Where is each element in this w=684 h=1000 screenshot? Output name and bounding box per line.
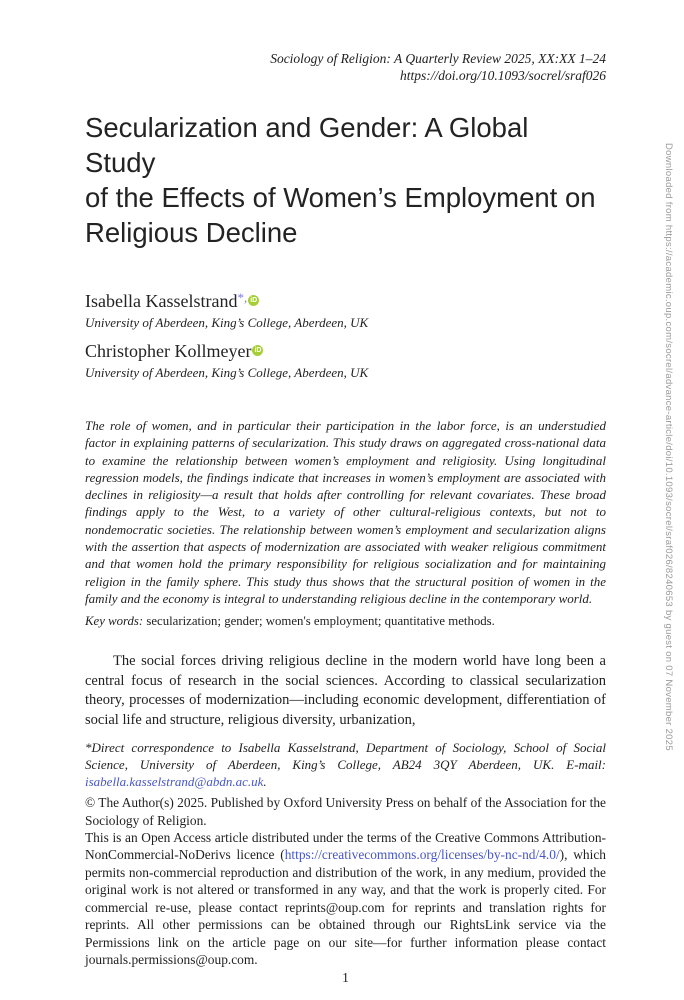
author-entry xyxy=(85,290,606,331)
footnote-text: *Direct correspondence to Isabella Kasselstrand, Department of Sociology, School of Social Science, University of Aberdeen, King’s College, AB24 3QY Aberdeen, UK. E-mail: xyxy=(85,739,606,772)
orcid-icon[interactable]: iD xyxy=(254,347,262,354)
journal-citation: Sociology of Religion: A Quarterly Review 2025, XX:XX 1–24 xyxy=(270,51,606,66)
footnote-period: . xyxy=(263,774,267,790)
download-watermark: Downloaded from https://academic.oup.com/socrel/advance-article/doi/10.1093/socrel/sraf026/8240653 by guest on 07 November 2025 xyxy=(663,143,674,751)
author-affiliation: University of Aberdeen, King’s College, Aberdeen, UK xyxy=(85,315,369,330)
article-title xyxy=(85,110,606,250)
orcid-icon[interactable]: iD xyxy=(250,297,258,304)
body-paragraph: The social forces driving religious decline in the modern world have long been a central focus of research in the social sciences. According to classical secularization theory, processes of modernization—including economic development, differentiation of social life and structure, religious diversity, urbanization, xyxy=(85,653,606,729)
journal-header xyxy=(85,50,606,84)
title-line-1: Secularization and Gender: A Global Study xyxy=(85,112,529,178)
author-name: Isabella Kasselstrand xyxy=(85,291,238,311)
license-text-after: ), which permits non-commercial reproduction and distribution of the work, in any medium, provided the original work is not altered or transformed in any way, and that the work is properly cited. For commercial re-use, please contact reprints@oup.com for reprints and translation rights for reprints. All other permissions can be obtained through our RightsLink service via the Permissions link on the article page on our site—for further information please contact journals.permissions@oup.com. xyxy=(85,847,606,967)
title-line-2: of the Effects of Women’s Employment on xyxy=(85,182,596,213)
author-name: Christopher Kollmeyer xyxy=(85,341,252,361)
page-content xyxy=(85,0,606,986)
keywords-line xyxy=(85,613,606,630)
author-entry xyxy=(85,341,606,381)
license-link[interactable]: https://creativecommons.org/licenses/by-nc-nd/4.0/ xyxy=(284,847,560,863)
license-text-before: This is an Open Access article distributed under the terms of the Creative Commons Attribution-NonCommercial-NoDerivs licence ( xyxy=(85,830,606,863)
email-link[interactable]: isabella.kasselstrand@abdn.ac.uk xyxy=(85,774,264,790)
page-number: 1 xyxy=(342,970,349,986)
keywords-text: secularization; gender; women's employment; quantitative methods. xyxy=(146,614,495,629)
abstract-paragraph: The role of women, and in particular their participation in the labor force, is an understudied factor in explaining patterns of secularization. This study draws on aggregated cross-national data to examine the relationship between women’s employment and religiosity. Using longitudinal regression models, the findings indicate that increases in women’s employment are associated with declines in religiosity—a result that holds after controlling for relevant covariates. These broad findings apply to the West, to a variety of other cultural-religious contexts, but not to nondemocratic societies. The relationship between women’s employment and secularization aligns with the assertion that aspects of modernization are associated with weaker religious commitment and that women hold the primary responsibility for religious socialization and for maintaining religion in the family sphere. This study thus shows that the structural position of women in the family and the economy is integral to understanding religious decline in the contemporary world. xyxy=(85,418,606,606)
license-paragraph xyxy=(85,829,606,968)
keywords-label: Key words: xyxy=(85,614,144,629)
copyright-notice: © The Author(s) 2025. Published by Oxford University Press on behalf of the Association for the Sociology of Religion. xyxy=(85,795,606,828)
author-affiliation: University of Aberdeen, King’s College, Aberdeen, UK xyxy=(85,365,369,380)
title-line-3: Religious Decline xyxy=(85,217,298,248)
authors-block xyxy=(85,290,606,381)
journal-doi: https://doi.org/10.1093/socrel/sraf026 xyxy=(399,68,606,83)
corresponding-author-asterisk: *, xyxy=(237,290,248,305)
correspondence-footnote xyxy=(85,739,606,791)
